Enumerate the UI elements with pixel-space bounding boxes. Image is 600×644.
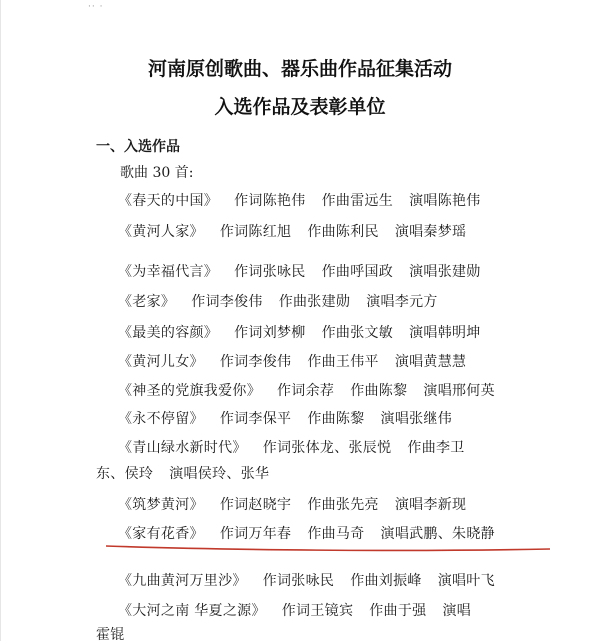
list-item <box>118 190 481 210</box>
song-title: 《老家》 <box>118 294 176 310</box>
document-title: 河南原创歌曲、器乐曲作品征集活动 <box>147 58 452 80</box>
composer: 作曲陈利民 <box>307 224 379 240</box>
song-title: 《青山绿水新时代》 <box>118 440 247 456</box>
song-title: 《大河之南 华夏之源》 <box>118 603 266 619</box>
composer: 作曲张建勋 <box>278 294 351 310</box>
singer: 演唱邢何英 <box>423 383 495 399</box>
composer: 作曲雷远生 <box>321 193 394 209</box>
list-item <box>118 380 495 400</box>
song-title: 《春天的中国》 <box>118 193 219 209</box>
singer: 演唱韩明坤 <box>409 325 481 341</box>
corner-mark: ·· · <box>88 2 104 12</box>
list-item-continuation <box>96 463 285 483</box>
song-title: 《黄河人家》 <box>118 224 204 240</box>
singer: 演唱陈艳伟 <box>409 193 481 209</box>
list-item-highlighted <box>118 523 495 543</box>
composer: 作曲于强 <box>369 603 427 619</box>
lyricist: 作词陈红旭 <box>219 224 292 240</box>
composer: 作曲王伟平 <box>307 354 379 370</box>
singer: 演唱李元方 <box>366 294 438 310</box>
composer-continued: 东、侯玲 <box>96 466 154 482</box>
list-item <box>118 600 471 620</box>
list-item <box>118 221 466 241</box>
composer: 作曲马奇 <box>307 526 365 542</box>
composer: 作曲李卫 <box>407 440 465 456</box>
list-item <box>118 437 465 457</box>
lyricist: 作词李保平 <box>219 411 292 427</box>
lyricist: 作词李俊伟 <box>219 354 292 370</box>
composer: 作曲张先亮 <box>307 497 379 513</box>
lyricist: 作词刘梦柳 <box>234 325 306 341</box>
list-item <box>118 408 452 428</box>
composer: 作曲张文敏 <box>321 325 394 341</box>
song-title: 《九曲黄河万里沙》 <box>118 573 247 589</box>
singer: 演唱张继伟 <box>380 411 453 427</box>
singer: 演唱张建勋 <box>409 264 481 280</box>
song-title: 《筑梦黄河》 <box>118 497 204 513</box>
list-item <box>118 351 466 371</box>
lyricist: 作词赵晓宇 <box>219 497 292 513</box>
lyricist: 作词万年春 <box>219 526 292 542</box>
song-title: 《黄河儿女》 <box>118 354 204 370</box>
song-title: 《最美的容颜》 <box>118 325 219 341</box>
list-item <box>118 322 481 342</box>
composer: 作曲陈黎 <box>350 383 408 399</box>
lyricist: 作词陈艳伟 <box>234 193 306 209</box>
song-title: 《家有花香》 <box>118 526 204 542</box>
list-item <box>118 494 466 514</box>
songs-count: 歌曲 30 首: <box>120 165 194 181</box>
composer: 作曲呼国政 <box>321 264 394 280</box>
song-title: 《神圣的党旗我爱你》 <box>118 383 261 399</box>
song-title: 《永不停留》 <box>118 411 204 427</box>
section-heading: 一、入选作品 <box>96 139 180 155</box>
document-subtitle: 入选作品及表彰单位 <box>214 96 386 118</box>
singer: 演唱武鹏、朱晓静 <box>380 526 495 542</box>
singer: 演唱侯玲、张华 <box>169 466 270 482</box>
list-item <box>118 261 481 281</box>
lyricist: 作词李俊伟 <box>191 294 263 310</box>
singer: 演唱秦梦瑶 <box>394 224 467 240</box>
lyricist: 作词张体龙、张辰悦 <box>262 440 392 456</box>
singer: 演唱 <box>442 603 472 619</box>
list-item-continuation <box>96 624 141 644</box>
list-item <box>118 570 495 590</box>
singer-continued: 霍锟 <box>96 627 125 643</box>
lyricist: 作词余荐 <box>277 383 335 399</box>
red-underline-annotation <box>104 542 552 556</box>
lyricist: 作词张咏民 <box>262 573 335 589</box>
song-title: 《为幸福代言》 <box>118 264 219 280</box>
singer: 演唱黄慧慧 <box>394 354 467 370</box>
lyricist: 作词王镜宾 <box>281 603 354 619</box>
singer: 演唱李新现 <box>394 497 467 513</box>
lyricist: 作词张咏民 <box>234 264 306 280</box>
singer: 演唱叶飞 <box>437 573 495 589</box>
composer: 作曲陈黎 <box>307 411 365 427</box>
list-item <box>118 291 438 311</box>
composer: 作曲刘振峰 <box>350 573 422 589</box>
